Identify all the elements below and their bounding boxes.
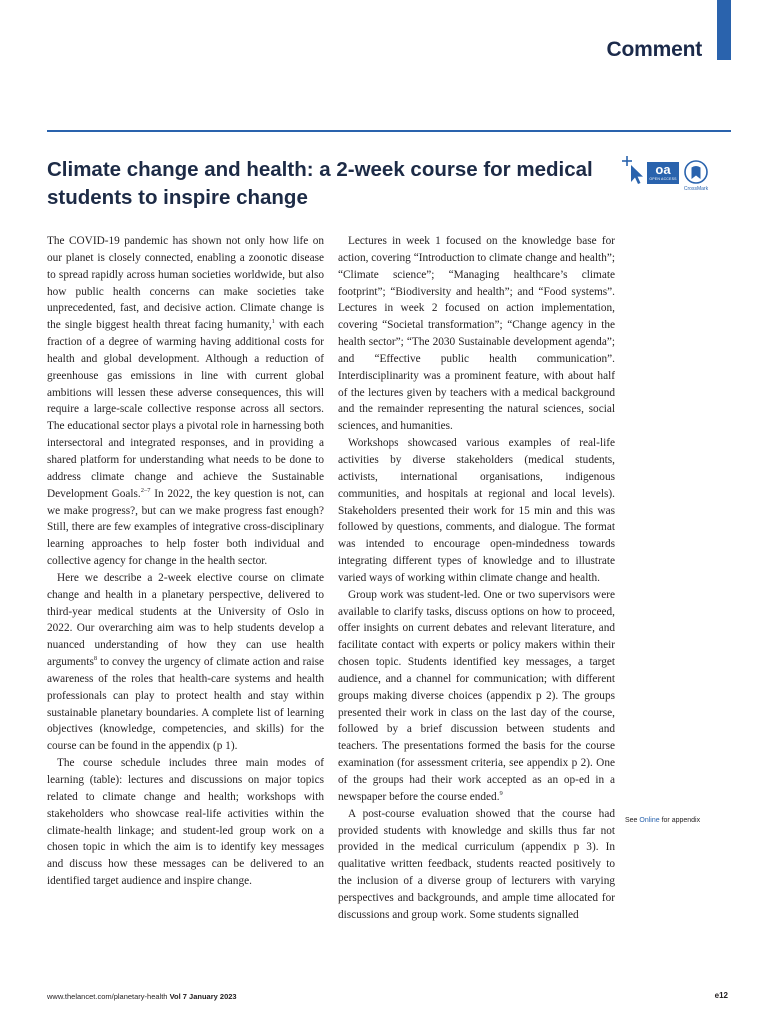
cursor-icon <box>622 156 644 186</box>
article-title: Climate change and health: a 2-week course for medical students to inspire change <box>47 158 593 209</box>
paragraph: The COVID-19 pandemic has shown not only how life on our planet is closely connected, enabling a zoonotic disease to spread rapidly across human societies worldwide, but also how public health concerns can make societies take unprecedented, fast, and decisive action. Climate change is the single biggest health threat facing humanity,$^1$ with each fraction of a degree of warming having additional costs for health and global development. Although a reduction of greenhouse gas emissions in line with current global ambitions will lessen these adverse consequences, this will require a large-scale collective response across all sectors. The educational sector plays a pivotal role in harnessing both intersectoral and integrated responses, and in providing a shared platform for understanding what needs to be done to address climate change and achieve the Sustainable Development Goals.$^{2-7}$ In 2022, the key question is not, can we make progress?, but can we make progress fast enough? Still, there are few examples of integrative cross-disciplinary learning approaches to help foster both individual and collective agency for change in the health sector. <box>47 235 325 568</box>
reference-marker[interactable]: 1 <box>271 318 275 326</box>
open-access-sub-label: OPEN ACCESS <box>649 177 677 181</box>
right-column <box>338 233 615 924</box>
section-tab-marker <box>717 0 731 60</box>
reference-marker[interactable]: 8 <box>93 655 98 663</box>
paragraph: Group work was student-led. One or two supervisors were available to clarify tasks, discuss options on how to proceed, offer insights on current debates and relevant literature, and facilitate contact with experts or policy makers within their chosen topic. Students identified key messages, a target audience, and a channel for communication; with different groups making diverse choices (appendix p 2). The groups presented their work in class on the last day of the course, followed by a brief discussion between students and teachers. The presentations formed the basis for the course examination (for assessment criteria, see appendix p 2). One of the groups had their work accepted as an op-ed in a newspaper before the course ended.$^9$ <box>338 588 615 803</box>
crossmark-label: CrossMark <box>683 186 709 192</box>
page-number: e12 <box>714 991 728 1000</box>
header-rule <box>47 130 731 132</box>
paragraph: Lectures in week 1 focused on the knowledge base for action, covering “Introduction to climate change and health”; “Climate science”; “Managing healthcare’s climate footprint”; “Biodiversity and health”; and “Food systems”. Lectures in week 2 focused on action implementation, covering “Societal transformation”; “Change agency in the health sector”; “The 2030 Sustainable development agenda”; and “Effective public health communication”. Interdisciplinarity was a prominent feature, with about half of the lectures given by teachers with a medical background and the remainder representing the natural sciences, social sciences, and humanities. <box>338 235 615 433</box>
page-footer <box>47 992 237 1001</box>
online-appendix-link[interactable]: Online <box>639 817 660 824</box>
paragraph: A post-course evaluation showed that the course had provided students with knowledge and skills thus far not provided in the medical curriculum (appendix p 3). In qualitative written feedback, students reacted positively to the inclusion of a diverse group of lecturers with varying perspectives and backgrounds, and ample time allocated for discussions and group work. Some students signalled <box>338 807 615 921</box>
paragraph: The course schedule includes three main modes of learning (table): lectures and discussions on major topics related to climate change and health; workshops with stakeholders who showcase real-life activities within the climate-health linkage; and student-led group work on a chosen topic in which the aim is to identify key messages and discuss how these messages can be delivered to an identified target audience and inspire change. <box>47 757 324 888</box>
paragraph: Here we describe a 2-week elective course on climate change and health in a planetary perspective, delivered to third-year medical students at the University of Oslo in 2022. Our overarching aim was to help students develop a nuanced understanding of how they can use health arguments$^8$ to convey the urgency of climate action and raise awareness of the roles that health-care systems and health professionals can play to protect health and stay within sustainable planetary boundaries. A complete list of learning objectives (knowledge, competencies, and skills) for the course can be found in the appendix (p 1). <box>47 571 324 753</box>
reference-marker[interactable]: 9 <box>499 789 503 797</box>
crossmark-icon[interactable] <box>684 160 708 186</box>
issue-date: January 2023 <box>189 992 237 1001</box>
reference-marker[interactable]: 2–7 <box>140 486 151 494</box>
open-access-icon <box>647 162 679 184</box>
left-column <box>47 233 324 890</box>
journal-url[interactable]: www.thelancet.com/planetary-health <box>47 992 168 1001</box>
volume-label: Vol 7 <box>169 992 187 1001</box>
paragraph: Workshops showcased various examples of real-life activities by diverse stakeholders (medical students, activists, international organisations, indigenous communities, and hospitals at regional and local levels). Stakeholders presented their work for 15 min and this was followed by questions, comments, and dialogue. The format was intended to encourage open-mindedness towards integrating different types of knowledge and to illustrate varied ways of working within climate change and health. <box>338 437 615 584</box>
margin-note: See Online for appendix <box>625 817 701 824</box>
section-label: Comment <box>606 38 702 61</box>
article-badges <box>622 156 718 196</box>
open-access-label: oa <box>655 162 671 177</box>
